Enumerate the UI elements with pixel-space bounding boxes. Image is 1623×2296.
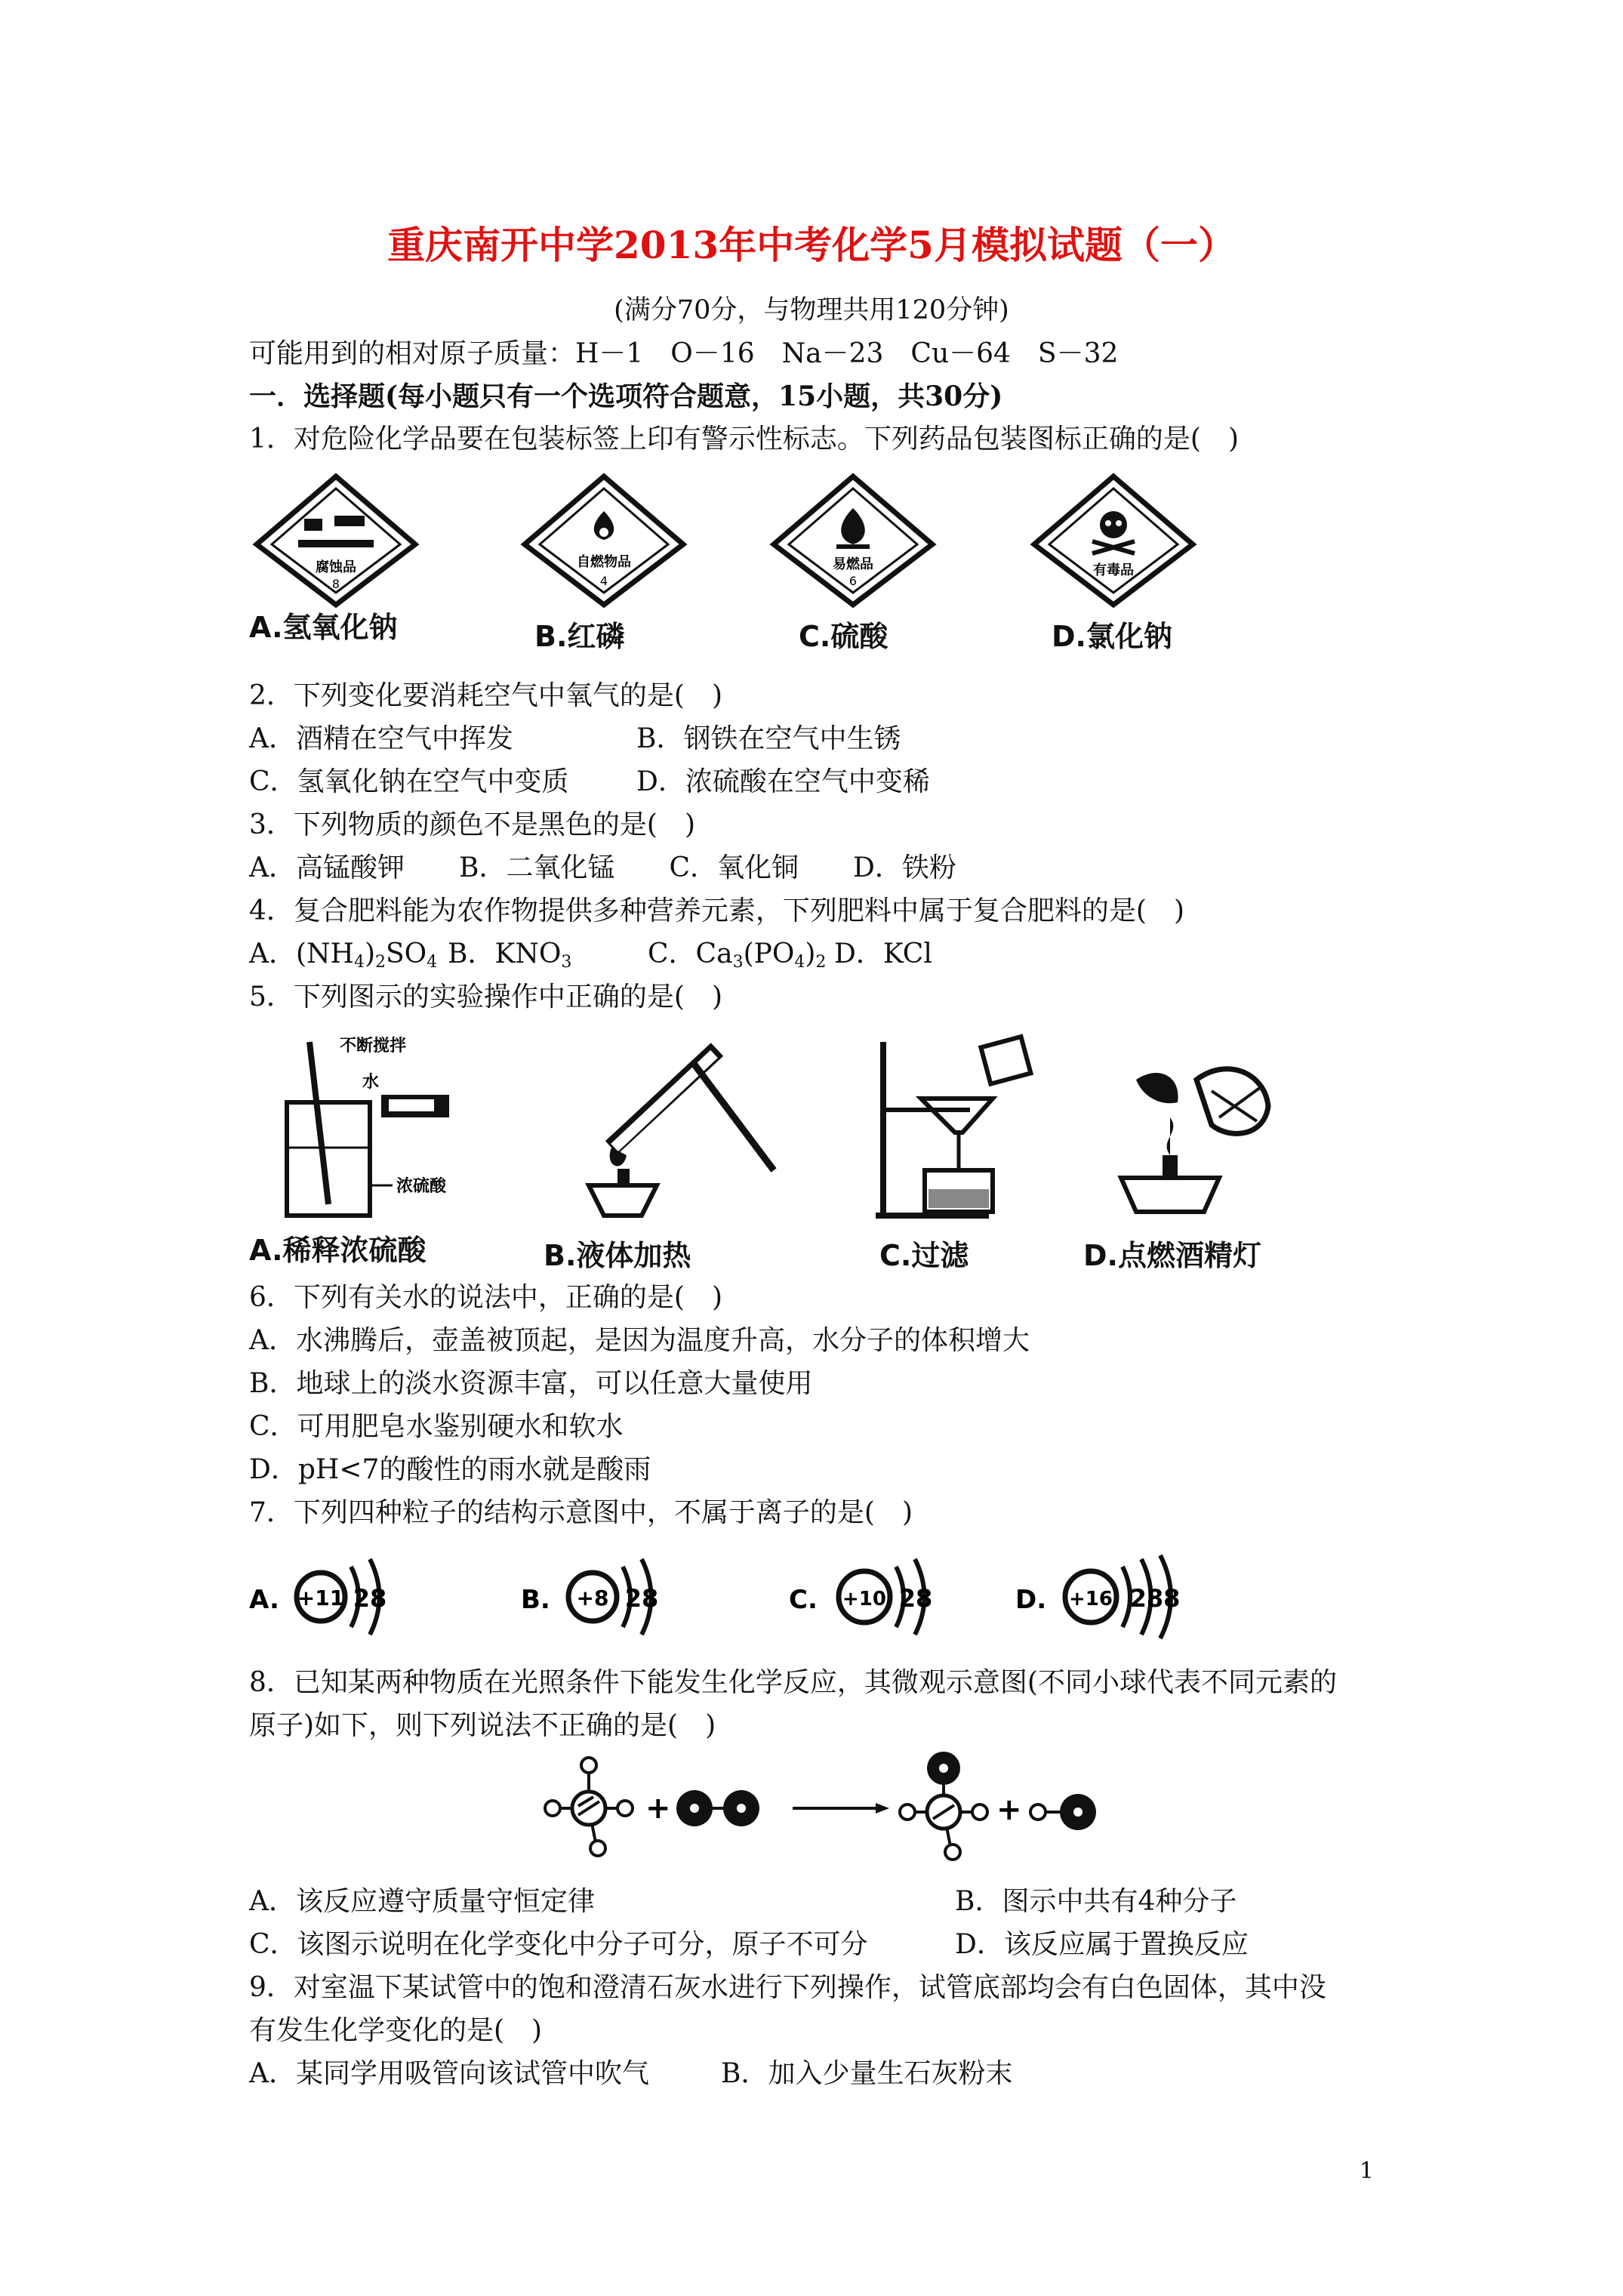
- q8-option-d: D．该反应属于置换反应: [955, 1929, 1249, 1960]
- filtration-icon: [868, 1034, 1057, 1223]
- q1-label-b: B.红磷: [534, 620, 625, 653]
- q4-option-b: B．$KNO_3$: [448, 938, 572, 972]
- q5-figure-c: [868, 1034, 1057, 1223]
- svg-text:+16: +16: [1069, 1588, 1113, 1610]
- molecule-reaction-icon: [544, 1752, 1102, 1865]
- svg-text:自燃物品: 自燃物品: [577, 554, 631, 570]
- flammable-icon: [762, 472, 944, 608]
- q1-sign-a-text: 腐蚀品: [316, 559, 356, 575]
- q5-label-d: D.点燃酒精灯: [1083, 1239, 1261, 1272]
- q2-option-b: B．钢铁在空气中生锈: [636, 723, 901, 754]
- svg-text:8: 8: [331, 577, 340, 591]
- page-number: 1: [1359, 2158, 1374, 2184]
- q6-option-d: D．pH<7的酸性的雨水就是酸雨: [249, 1454, 651, 1485]
- q5-label-b: B.液体加热: [544, 1239, 691, 1272]
- q6-option-b: B．地球上的淡水资源丰富，可以任意大量使用: [249, 1368, 813, 1399]
- q1-label-c: C.硫酸: [799, 620, 888, 653]
- q6-option-a: A．水沸腾后，壶盖被顶起，是因为温度升高，水分子的体积增大: [249, 1325, 1030, 1356]
- q5-figure-d: [1106, 1034, 1295, 1223]
- svg-text:D.: D.: [1015, 1585, 1047, 1615]
- toxic-skull-icon: [1023, 472, 1204, 608]
- svg-text:4: 4: [599, 574, 608, 588]
- svg-text:有毒品: 有毒品: [1093, 562, 1134, 578]
- svg-text:28: 28: [353, 1584, 387, 1613]
- q4-option-d: D．KCl: [834, 938, 932, 969]
- q2-option-c: C．氢氧化钠在空气中变质: [249, 766, 569, 797]
- q2-option-d: D．浓硫酸在空气中变稀: [636, 766, 930, 797]
- q3-stem: 3．下列物质的颜色不是黑色的是( ): [249, 809, 695, 840]
- q5-figure-a: [257, 1034, 468, 1223]
- annotation-stir: 不断搅拌: [340, 1037, 407, 1056]
- q7-diagram-d: [1015, 1555, 1212, 1638]
- q1-label-d: D.氯化钠: [1052, 620, 1172, 653]
- q1-label-a: A.氢氧化钠: [249, 611, 398, 644]
- annotation-acid: 浓硫酸: [396, 1177, 447, 1196]
- svg-text:28: 28: [624, 1584, 659, 1613]
- svg-text:A.: A.: [249, 1585, 279, 1615]
- q5-stem: 5．下列图示的实验操作中正确的是( ): [249, 982, 722, 1012]
- q2-stem: 2．下列变化要消耗空气中氧气的是( ): [249, 680, 722, 711]
- q8-option-b: B．图示中共有4种分子: [955, 1886, 1237, 1917]
- q9-stem-line1: 9．对室温下某试管中的饱和澄清石灰水进行下列操作，试管底部均会有白色固体，其中没: [249, 1972, 1326, 2003]
- q3-options: A．高锰酸钾 B．二氧化锰 C．氧化铜 D．铁粉: [249, 852, 956, 883]
- q1-stem: 1．对危险化学品要在包装标签上印有警示性标志。下列药品包装图标正确的是( ): [249, 424, 1239, 455]
- svg-text:B.: B.: [521, 1585, 550, 1615]
- flammable-solid-icon: [513, 472, 694, 608]
- alcohol-lamp-icon: [1106, 1034, 1295, 1223]
- q1-sign-a: [245, 472, 427, 608]
- svg-text:+: +: [996, 1792, 1022, 1827]
- q2-option-a: A．酒精在空气中挥发: [249, 723, 513, 754]
- svg-text:C.: C.: [789, 1585, 818, 1615]
- q8-stem-line2: 原子)如下，则下列说法不正确的是( ): [249, 1710, 716, 1741]
- svg-text:+8: +8: [576, 1586, 609, 1610]
- dilution-beaker-icon: [257, 1034, 468, 1223]
- section-heading: 一．选择题(每小题只有一个选项符合题意，15小题，共30分): [249, 381, 1003, 412]
- svg-text:易燃品: 易燃品: [833, 556, 873, 572]
- q7-diagram-a: [249, 1555, 415, 1638]
- liquid-heating-icon: [559, 1034, 785, 1223]
- q1-sign-c: [762, 472, 944, 608]
- score-note: (满分70分，与物理共用120分钟): [614, 295, 1009, 325]
- annotation-water: 水: [362, 1073, 380, 1092]
- atomic-masses: 可能用到的相对原子质量：H－1 O－16 Na－23 Cu－64 S－32: [249, 338, 1119, 369]
- q7-diagram-b: [521, 1555, 687, 1638]
- corrosive-hazard-icon: [245, 472, 427, 608]
- q7-diagram-c: [789, 1555, 962, 1638]
- q1-sign-d: [1023, 472, 1204, 608]
- q5-label-c: C.过滤: [879, 1239, 969, 1272]
- q5-label-a: A.稀释浓硫酸: [249, 1234, 427, 1267]
- page-title: 重庆南开中学2013年中考化学5月模拟试题（一）: [387, 223, 1236, 267]
- q7-stem: 7．下列四种粒子的结构示意图中，不属于离子的是( ): [249, 1497, 913, 1528]
- q6-option-c: C．可用肥皂水鉴别硬水和软水: [249, 1411, 624, 1442]
- q1-sign-b: [513, 472, 694, 608]
- q6-stem: 6．下列有关水的说法中，正确的是( ): [249, 1282, 722, 1313]
- svg-text:6: 6: [848, 574, 858, 588]
- q5-figure-b: [559, 1034, 785, 1223]
- atom-structure-icon: [1015, 1555, 1212, 1638]
- q4-stem: 4．复合肥料能为农作物提供多种营养元素，下列肥料中属于复合肥料的是( ): [249, 895, 1184, 926]
- svg-text:28: 28: [898, 1584, 933, 1613]
- q8-option-c: C．该图示说明在化学变化中分子可分，原子不可分: [249, 1929, 868, 1960]
- svg-text:+10: +10: [842, 1588, 886, 1610]
- q9-stem-line2: 有发生化学变化的是( ): [249, 2015, 543, 2046]
- svg-text:+: +: [645, 1791, 671, 1826]
- q4-option-c: C．$Ca_3(PO_4)_2$: [648, 938, 827, 972]
- q9-option-b: B．加入少量生石灰粉末: [721, 2058, 1013, 2089]
- q8-stem-line1: 8．已知某两种物质在光照条件下能发生化学反应，其微观示意图(不同小球代表不同元素的: [249, 1667, 1337, 1698]
- q8-option-a: A．该反应遵守质量守恒定律: [249, 1886, 595, 1917]
- q9-option-a: A．某同学用吸管向该试管中吹气: [249, 2058, 649, 2089]
- atom-structure-icon: [249, 1555, 415, 1638]
- atom-structure-icon: [789, 1555, 962, 1638]
- q4-option-a: A．$(NH_4)_2SO_4$: [249, 938, 438, 972]
- q8-reaction-diagram: [544, 1752, 1102, 1865]
- atom-structure-icon: [521, 1555, 687, 1638]
- svg-text:288: 288: [1129, 1584, 1181, 1613]
- svg-text:+11: +11: [297, 1586, 345, 1610]
